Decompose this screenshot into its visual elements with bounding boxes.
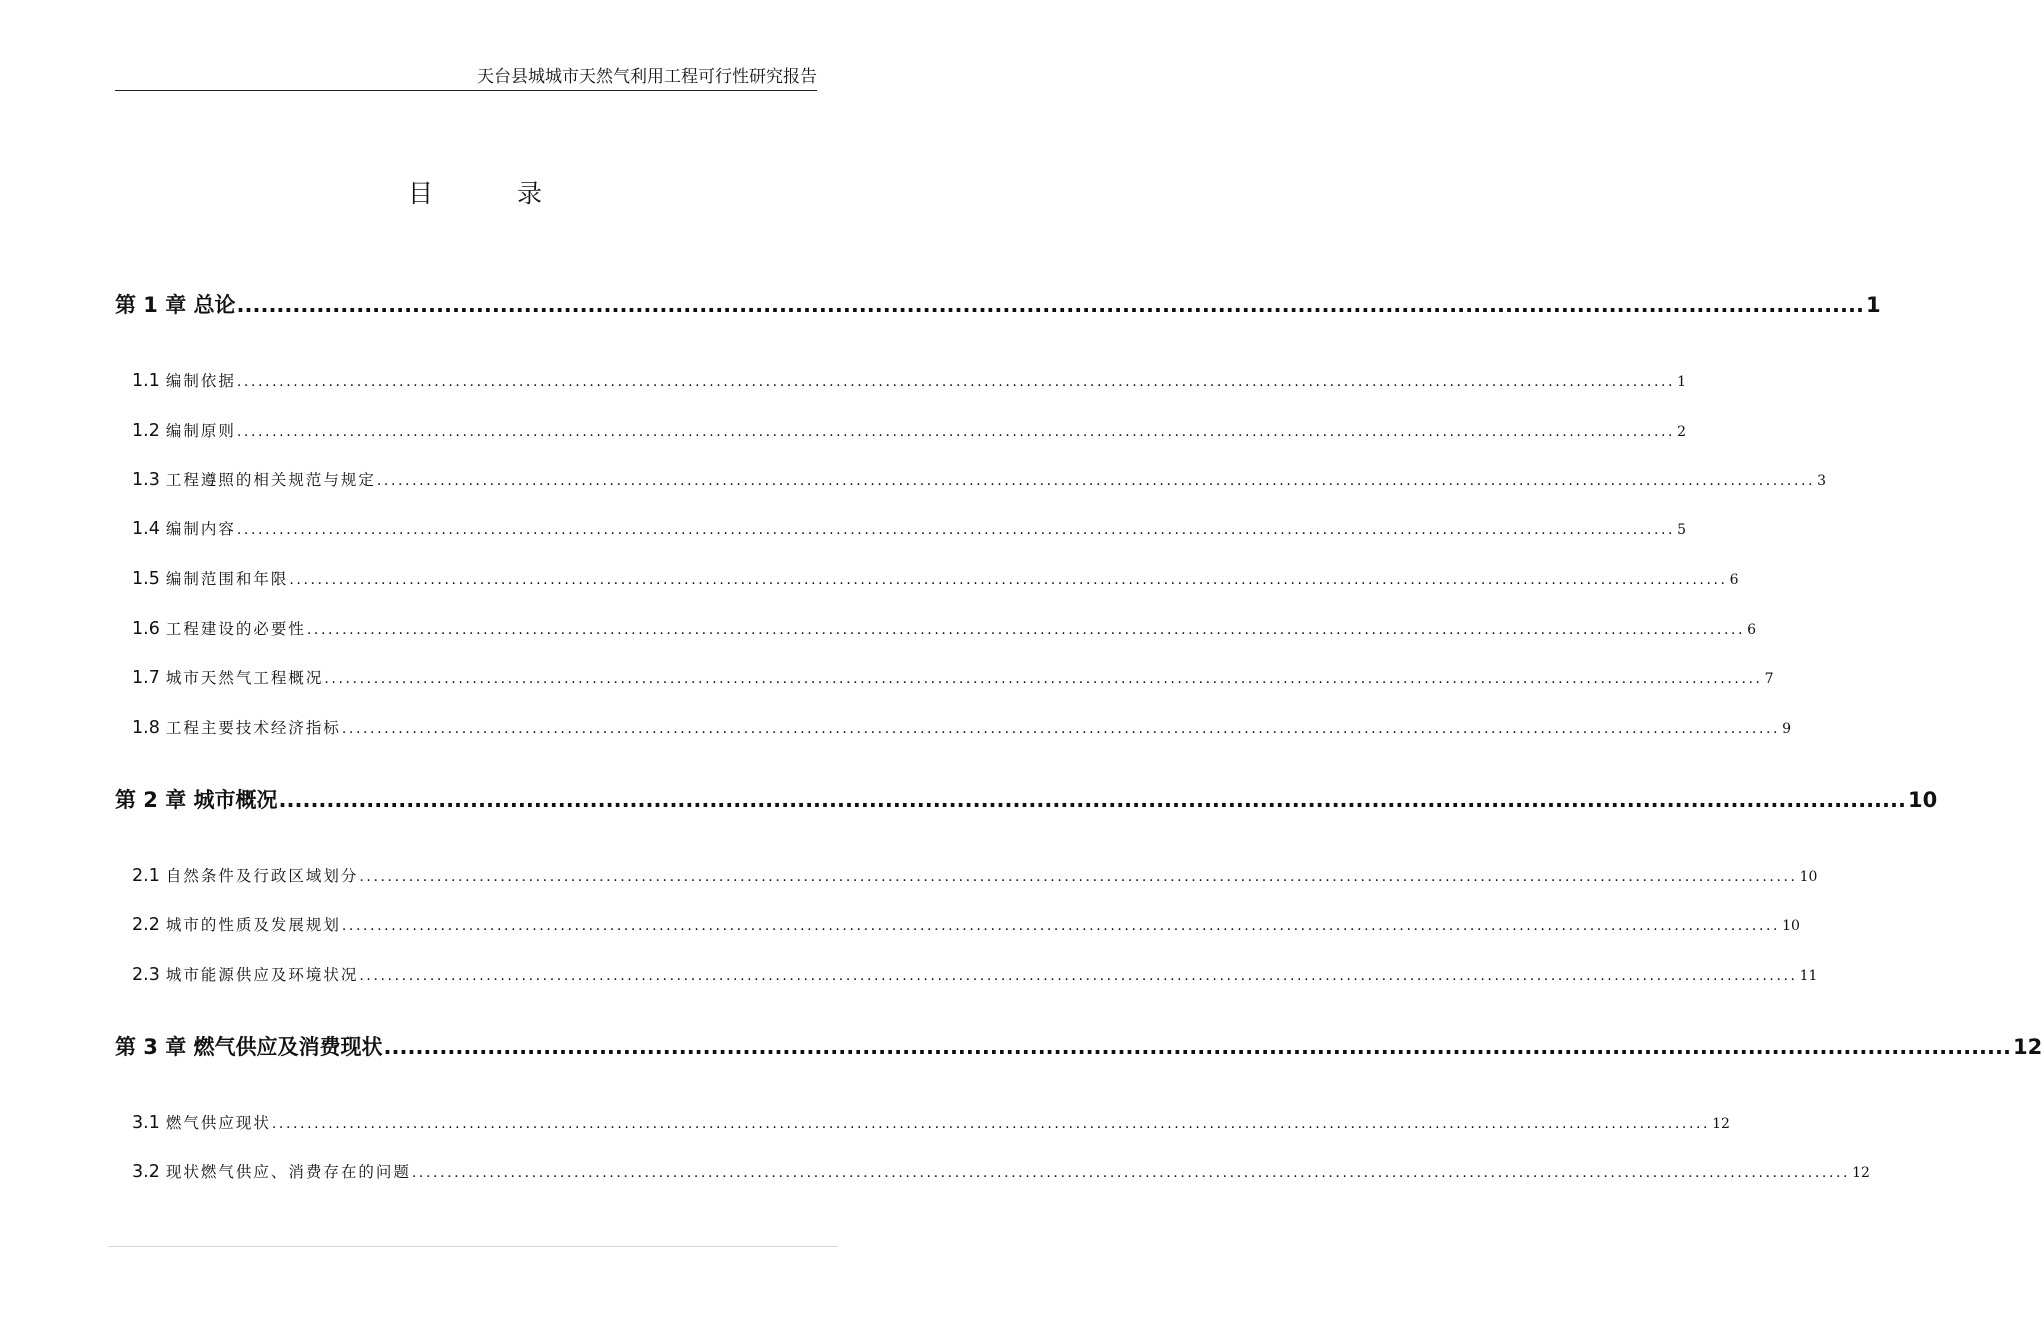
section-page-number: 9	[1782, 721, 1792, 737]
section-page-number: 6	[1747, 622, 1757, 638]
dot-leader: ............................................................................................................................................................................................................	[236, 522, 1676, 538]
section-number: 2.2	[132, 915, 160, 935]
dot-leader: ............................................................................................................................................................................................................	[341, 721, 1781, 737]
toc-section-1-3[interactable]	[132, 466, 1827, 494]
dot-leader: ............................................................................................................................................................................................................	[324, 671, 1763, 687]
section-title: 工程主要技术经济指标	[165, 719, 341, 737]
toc-title-char-1: 目	[407, 179, 433, 208]
section-number: 1.1	[132, 371, 160, 391]
section-title: 工程遵照的相关规范与规定	[165, 471, 376, 489]
section-page-number: 12	[1852, 1165, 1870, 1181]
dot-leader: ............................................................................................................................................................................................................	[341, 918, 1781, 934]
toc-section-1-7[interactable]	[132, 664, 1774, 692]
section-title: 城市能源供应及环境状况	[165, 966, 359, 984]
dot-leader: ............................................................................................................................................................................................................	[278, 788, 1906, 812]
section-page-number: 7	[1764, 671, 1774, 687]
section-title: 城市天然气工程概况	[165, 669, 324, 687]
toc-section-1-2[interactable]	[132, 417, 1687, 445]
section-page-number: 3	[1817, 473, 1827, 489]
section-title: 燃气供应现状	[165, 1114, 271, 1132]
dot-leader: ............................................................................................................................................................................................................	[376, 473, 1816, 489]
toc-section-2-3[interactable]	[132, 961, 1818, 989]
section-number: 1.4	[132, 519, 160, 539]
section-number: 2.3	[132, 965, 160, 985]
toc-section-2-2[interactable]	[132, 911, 1800, 939]
section-title: 工程建设的必要性	[165, 620, 306, 638]
section-title: 编制原则	[165, 422, 236, 440]
dot-leader: ............................................................................................................................................................................................................	[383, 1035, 2011, 1059]
toc-section-3-1[interactable]	[132, 1109, 1730, 1137]
section-title: 编制范围和年限	[165, 570, 289, 588]
toc-section-1-5[interactable]	[132, 565, 1739, 593]
section-number: 1.5	[132, 569, 160, 589]
toc-section-1-1[interactable]	[132, 367, 1687, 395]
section-page-number: 5	[1677, 522, 1687, 538]
chapter-page-number: 1	[1865, 293, 1881, 317]
section-number: 1.6	[132, 619, 160, 639]
section-title: 城市的性质及发展规划	[165, 916, 341, 934]
section-page-number: 2	[1677, 424, 1687, 440]
dot-leader: ............................................................................................................................................................................................................	[271, 1116, 1711, 1132]
section-page-number: 10	[1782, 918, 1800, 934]
dot-leader: ............................................................................................................................................................................................................	[359, 869, 1798, 885]
chapter-page-number: 12	[2012, 1035, 2042, 1059]
section-title: 自然条件及行政区域划分	[165, 867, 359, 885]
dot-leader: ............................................................................................................................................................................................................	[306, 622, 1746, 638]
section-title: 编制依据	[165, 372, 236, 390]
section-number: 1.2	[132, 421, 160, 441]
section-title: 现状燃气供应、消费存在的问题	[165, 1163, 411, 1181]
section-page-number: 11	[1799, 968, 1818, 984]
section-number: 1.3	[132, 470, 160, 490]
dot-leader: ............................................................................................................................................................................................................	[236, 293, 1864, 317]
chapter-label: 第 3 章 燃气供应及消费现状	[115, 1035, 383, 1059]
dot-leader: ............................................................................................................................................................................................................	[411, 1165, 1851, 1181]
dot-leader: ............................................................................................................................................................................................................	[236, 374, 1676, 390]
toc-chapter-2[interactable]	[115, 782, 1938, 818]
toc-title-char-2: 录	[517, 179, 543, 208]
section-number: 1.7	[132, 668, 160, 688]
section-page-number: 1	[1677, 374, 1687, 390]
toc-chapter-1[interactable]	[115, 287, 1881, 323]
section-number: 3.1	[132, 1113, 160, 1133]
dot-leader: ............................................................................................................................................................................................................	[236, 424, 1676, 440]
chapter-label: 第 1 章 总论	[115, 293, 236, 317]
section-page-number: 6	[1729, 572, 1739, 588]
dot-leader: ............................................................................................................................................................................................................	[289, 572, 1728, 588]
running-header-title: 天台县城城市天然气利用工程可行性研究报告	[477, 67, 817, 87]
toc-section-2-1[interactable]	[132, 862, 1818, 890]
section-page-number: 12	[1712, 1116, 1730, 1132]
footer-divider	[108, 1246, 838, 1247]
toc-section-1-8[interactable]	[132, 714, 1792, 742]
section-title: 编制内容	[165, 520, 236, 538]
section-number: 1.8	[132, 718, 160, 738]
toc-section-1-4[interactable]	[132, 515, 1687, 543]
section-number: 3.2	[132, 1162, 160, 1182]
section-number: 2.1	[132, 866, 160, 886]
chapter-label: 第 2 章 城市概况	[115, 788, 278, 812]
dot-leader: ............................................................................................................................................................................................................	[359, 968, 1798, 984]
toc-section-1-6[interactable]	[132, 615, 1757, 643]
chapter-page-number: 10	[1907, 788, 1938, 812]
toc-chapter-3[interactable]	[115, 1029, 2042, 1065]
section-page-number: 10	[1799, 869, 1818, 885]
toc-section-3-2[interactable]	[132, 1158, 1870, 1186]
